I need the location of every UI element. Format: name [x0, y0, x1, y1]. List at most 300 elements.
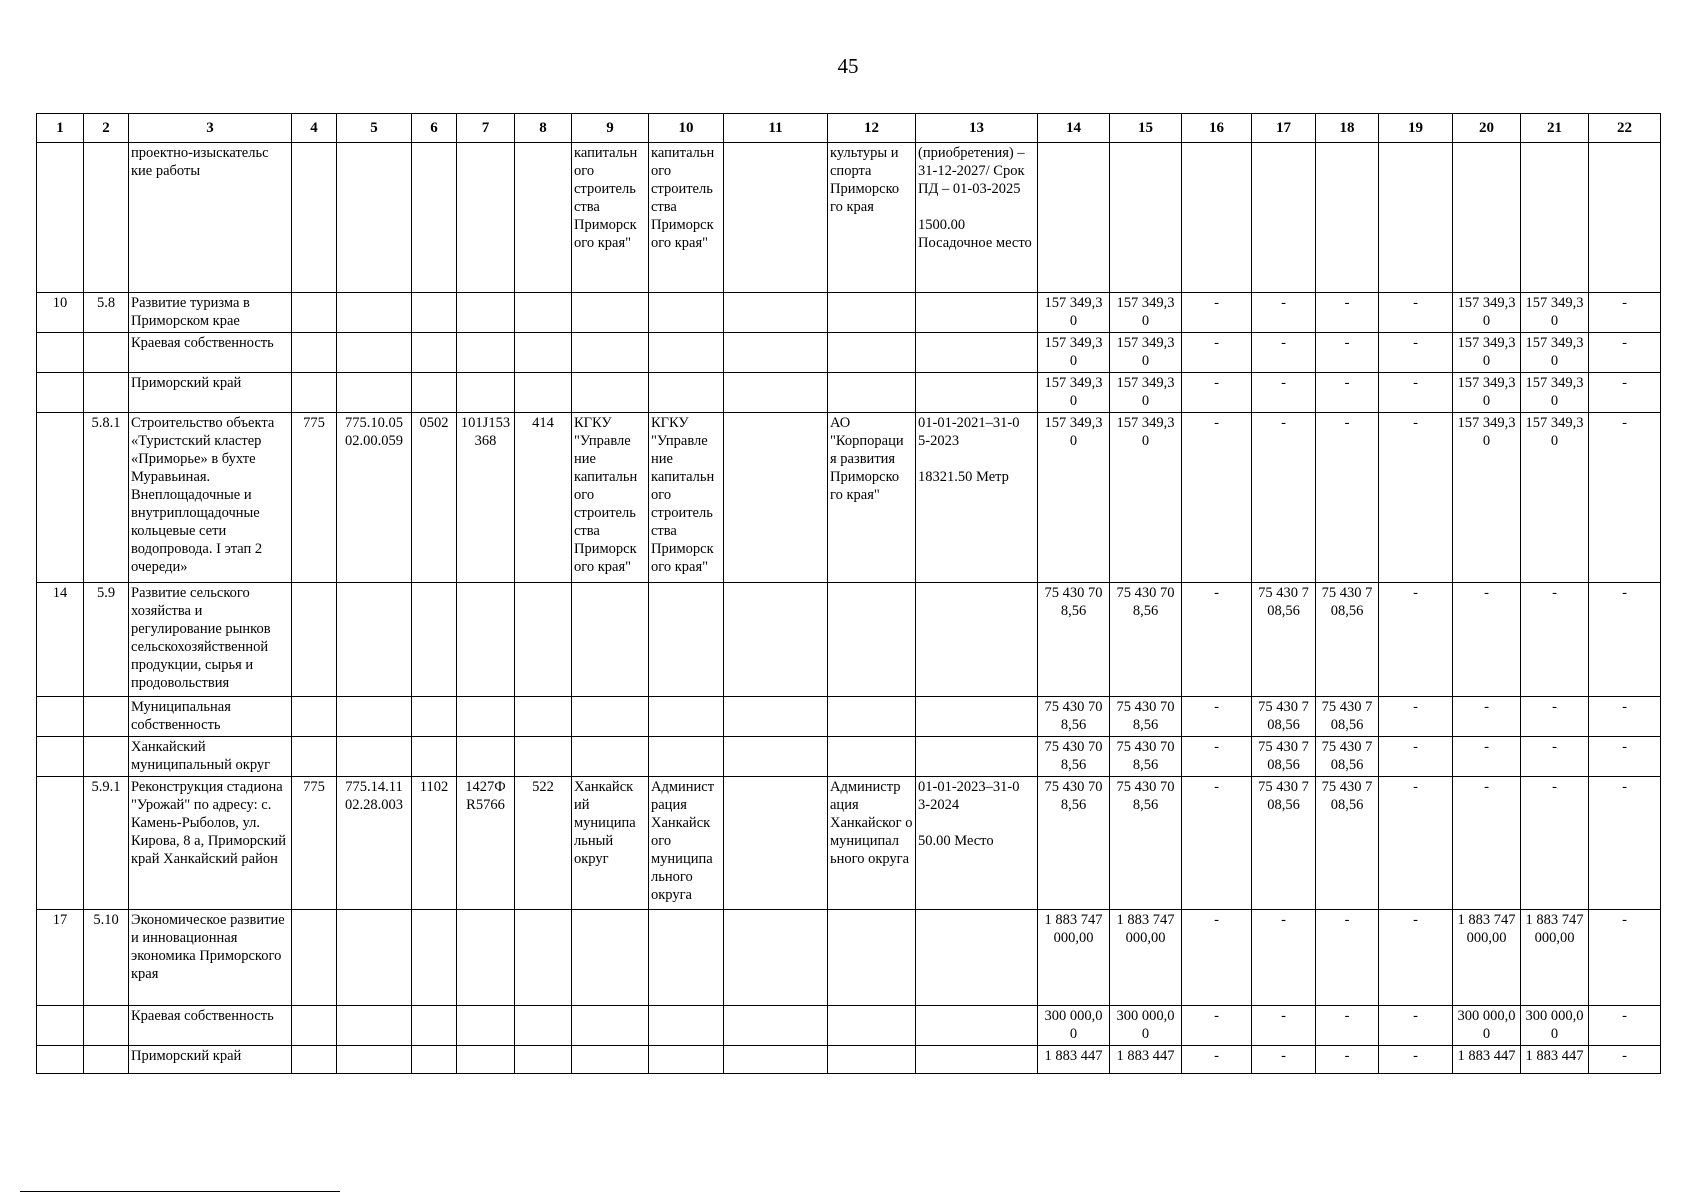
table-row	[37, 413, 1661, 583]
column-header: 15	[1110, 114, 1182, 143]
table-cell: Администр ация Ханкайског о муниципал ьного округа	[828, 777, 916, 910]
table-cell	[1110, 143, 1182, 293]
table-cell	[337, 143, 412, 293]
table-cell	[916, 1046, 1038, 1074]
table-cell	[649, 333, 724, 373]
table-cell	[515, 583, 572, 697]
table-row	[37, 333, 1661, 373]
table-cell	[572, 737, 649, 777]
table-cell: 157 349,3 0	[1521, 333, 1589, 373]
table-cell: -	[1589, 697, 1661, 737]
table-cell: -	[1379, 1006, 1453, 1046]
table-cell	[457, 373, 515, 413]
table-cell	[412, 697, 457, 737]
table-cell: капитальн ого строитель ства Приморск ого края"	[572, 143, 649, 293]
table-cell	[84, 1046, 129, 1074]
table-cell	[828, 1046, 916, 1074]
table-cell	[1252, 143, 1316, 293]
table-cell	[649, 1046, 724, 1074]
table-cell	[724, 143, 828, 293]
table-cell	[649, 1006, 724, 1046]
table-cell: 522	[515, 777, 572, 910]
column-header: 20	[1453, 114, 1521, 143]
table-cell	[515, 333, 572, 373]
table-cell: Приморский край	[129, 1046, 292, 1074]
table-cell: 5.8	[84, 293, 129, 333]
table-cell: 1 883 747 000,00	[1110, 910, 1182, 1006]
table-cell: -	[1182, 583, 1252, 697]
table-cell: 300 000,0 0	[1521, 1006, 1589, 1046]
table-cell: 157 349,3 0	[1038, 373, 1110, 413]
table-row	[37, 293, 1661, 333]
page-number: 45	[837, 54, 859, 78]
column-header: 5	[337, 114, 412, 143]
table-cell	[337, 373, 412, 413]
table-cell: 75 430 7 08,56	[1316, 697, 1379, 737]
table-cell: -	[1379, 413, 1453, 583]
table-cell	[84, 697, 129, 737]
table-cell	[649, 737, 724, 777]
table-cell	[916, 697, 1038, 737]
table-cell	[412, 293, 457, 333]
table-cell: 157 349,3 0	[1521, 413, 1589, 583]
table-row	[37, 1006, 1661, 1046]
table-cell: 75 430 70 8,56	[1038, 737, 1110, 777]
table-cell	[457, 333, 515, 373]
table-cell: 157 349,3 0	[1521, 373, 1589, 413]
table-cell: 157 349,3 0	[1453, 333, 1521, 373]
table-header-row	[37, 114, 1661, 143]
column-header: 1	[37, 114, 84, 143]
table-cell	[515, 737, 572, 777]
table-cell: -	[1453, 737, 1521, 777]
table-cell	[412, 583, 457, 697]
table-cell: 1102	[412, 777, 457, 910]
table-cell: 157 349,3 0	[1110, 293, 1182, 333]
footnote-divider	[20, 1191, 340, 1192]
table-cell	[337, 1006, 412, 1046]
table-cell	[292, 1006, 337, 1046]
table-cell: -	[1589, 333, 1661, 373]
table-cell	[1182, 143, 1252, 293]
table-cell: 75 430 7 08,56	[1252, 697, 1316, 737]
table-cell	[292, 293, 337, 333]
table-cell	[916, 293, 1038, 333]
table-cell	[1316, 143, 1379, 293]
table-cell	[828, 737, 916, 777]
table-cell	[292, 737, 337, 777]
table-cell	[337, 910, 412, 1006]
table-cell	[84, 1006, 129, 1046]
table-cell	[828, 697, 916, 737]
column-header: 16	[1182, 114, 1252, 143]
table-cell	[457, 143, 515, 293]
table-cell: 1 883 447	[1521, 1046, 1589, 1074]
table-cell: -	[1521, 697, 1589, 737]
table-cell: -	[1379, 333, 1453, 373]
table-cell: Ханкайск ий муниципа льный округ	[572, 777, 649, 910]
table-cell: -	[1589, 583, 1661, 697]
column-header: 19	[1379, 114, 1453, 143]
table-cell: -	[1316, 910, 1379, 1006]
table-cell	[412, 737, 457, 777]
table-cell	[724, 583, 828, 697]
table-cell: -	[1252, 373, 1316, 413]
column-header: 12	[828, 114, 916, 143]
table-cell: -	[1589, 1046, 1661, 1074]
table-cell: -	[1182, 910, 1252, 1006]
table-cell	[828, 373, 916, 413]
table-row	[37, 583, 1661, 697]
table-row	[37, 697, 1661, 737]
table-cell	[916, 737, 1038, 777]
table-cell	[515, 143, 572, 293]
table-cell: 5.9	[84, 583, 129, 697]
table-cell	[916, 583, 1038, 697]
table-cell: -	[1182, 697, 1252, 737]
table-cell: 0502	[412, 413, 457, 583]
table-cell	[916, 333, 1038, 373]
column-header: 17	[1252, 114, 1316, 143]
table-cell	[515, 910, 572, 1006]
table-cell: -	[1589, 293, 1661, 333]
table-cell	[337, 333, 412, 373]
table-cell: 1 883 747 000,00	[1453, 910, 1521, 1006]
table-cell	[724, 737, 828, 777]
table-cell	[412, 333, 457, 373]
budget-table	[36, 113, 1661, 1074]
table-cell: -	[1182, 413, 1252, 583]
table-cell: -	[1379, 1046, 1453, 1074]
table-cell	[649, 697, 724, 737]
table-cell	[572, 910, 649, 1006]
table-cell	[37, 1006, 84, 1046]
table-cell	[457, 1046, 515, 1074]
table-cell	[412, 373, 457, 413]
table-cell	[572, 333, 649, 373]
table-cell: -	[1252, 1046, 1316, 1074]
table-cell: -	[1379, 910, 1453, 1006]
table-cell	[84, 143, 129, 293]
table-cell	[515, 293, 572, 333]
table-cell: -	[1379, 293, 1453, 333]
column-header: 21	[1521, 114, 1589, 143]
table-cell	[916, 1006, 1038, 1046]
table-cell: -	[1521, 583, 1589, 697]
table-cell: Муниципальная собственность	[129, 697, 292, 737]
table-cell	[724, 697, 828, 737]
table-cell	[828, 583, 916, 697]
table-cell: 01-01-2021–31-0 5-2023 18321.50 Метр	[916, 413, 1038, 583]
table-cell: -	[1316, 1046, 1379, 1074]
table-cell: 75 430 70 8,56	[1110, 697, 1182, 737]
table-cell	[828, 910, 916, 1006]
table-cell	[457, 697, 515, 737]
table-cell	[457, 1006, 515, 1046]
table-cell	[572, 1046, 649, 1074]
table-cell: -	[1453, 583, 1521, 697]
table-cell	[292, 1046, 337, 1074]
table-cell: -	[1252, 293, 1316, 333]
column-header: 2	[84, 114, 129, 143]
column-header: 13	[916, 114, 1038, 143]
table-cell: КГКУ "Управле ние капитальн ого строитель ства Приморск ого края"	[649, 413, 724, 583]
table-cell	[412, 910, 457, 1006]
table-cell	[724, 333, 828, 373]
table-cell	[337, 583, 412, 697]
table-cell: 75 430 70 8,56	[1110, 737, 1182, 777]
table-cell	[337, 697, 412, 737]
table-cell	[649, 583, 724, 697]
table-cell: Админист рация Ханкайск ого муниципа льного округа	[649, 777, 724, 910]
table-cell: 775.10.05 02.00.059	[337, 413, 412, 583]
table-cell: 75 430 70 8,56	[1038, 697, 1110, 737]
table-cell: Экономическое развитие и инновационная экономика Приморского края	[129, 910, 292, 1006]
table-cell: 157 349,3 0	[1038, 293, 1110, 333]
table-row	[37, 373, 1661, 413]
table-cell	[412, 1046, 457, 1074]
table-cell: 75 430 70 8,56	[1110, 583, 1182, 697]
table-cell	[457, 737, 515, 777]
table-cell: культуры и спорта Приморско го края	[828, 143, 916, 293]
table-cell: -	[1379, 583, 1453, 697]
table-cell	[515, 1046, 572, 1074]
table-cell: 1 883 447	[1453, 1046, 1521, 1074]
table-row	[37, 1046, 1661, 1074]
table-cell	[649, 373, 724, 413]
table-cell: -	[1453, 777, 1521, 910]
column-header: 6	[412, 114, 457, 143]
table-cell: -	[1521, 737, 1589, 777]
table-cell	[292, 373, 337, 413]
table-cell	[828, 333, 916, 373]
table-cell: 5.9.1	[84, 777, 129, 910]
table-cell: 14	[37, 583, 84, 697]
table-cell: 5.10	[84, 910, 129, 1006]
table-cell	[37, 143, 84, 293]
table-cell	[724, 910, 828, 1006]
table-cell: 101J153 368	[457, 413, 515, 583]
table-cell: -	[1316, 413, 1379, 583]
table-cell	[515, 1006, 572, 1046]
table-cell: -	[1316, 333, 1379, 373]
table-cell	[572, 583, 649, 697]
table-cell: -	[1182, 333, 1252, 373]
table-cell	[457, 910, 515, 1006]
table-cell	[724, 1046, 828, 1074]
table-cell: 157 349,3 0	[1038, 333, 1110, 373]
table-cell: 775	[292, 777, 337, 910]
table-cell: 157 349,3 0	[1453, 373, 1521, 413]
table-cell	[572, 373, 649, 413]
table-cell: 775.14.11 02.28.003	[337, 777, 412, 910]
table-cell: 1 883 447	[1038, 1046, 1110, 1074]
table-cell: -	[1316, 1006, 1379, 1046]
table-cell: АО "Корпораци я развития Приморско го края"	[828, 413, 916, 583]
table-cell	[337, 1046, 412, 1074]
table-cell	[724, 293, 828, 333]
table-cell: Приморский край	[129, 373, 292, 413]
table-cell: проектно-изыскательс кие работы	[129, 143, 292, 293]
table-cell	[916, 910, 1038, 1006]
table-cell	[37, 737, 84, 777]
table-cell: -	[1521, 777, 1589, 910]
table-cell: -	[1379, 777, 1453, 910]
table-cell	[515, 373, 572, 413]
table-cell: 157 349,3 0	[1110, 373, 1182, 413]
table-cell	[84, 373, 129, 413]
table-cell	[828, 293, 916, 333]
table-cell	[37, 1046, 84, 1074]
table-cell	[37, 333, 84, 373]
table-cell: 1 883 747 000,00	[1521, 910, 1589, 1006]
table-cell: 5.8.1	[84, 413, 129, 583]
column-header: 3	[129, 114, 292, 143]
table-cell: -	[1316, 293, 1379, 333]
table-cell: 75 430 7 08,56	[1316, 583, 1379, 697]
table-cell: Развитие туризма в Приморском крае	[129, 293, 292, 333]
table-cell	[828, 1006, 916, 1046]
table-cell	[37, 413, 84, 583]
table-cell	[292, 697, 337, 737]
table-cell	[84, 333, 129, 373]
column-header: 9	[572, 114, 649, 143]
table-cell: -	[1182, 1006, 1252, 1046]
table-cell: 775	[292, 413, 337, 583]
table-cell: Строительство объекта «Туристский кластер «Приморье» в бухте Муравьиная. Внеплощадочные и внутриплощадочные кольцевые сети водопровода. I этап 2 очереди»	[129, 413, 292, 583]
table-cell	[412, 143, 457, 293]
table-cell	[84, 737, 129, 777]
table-cell	[37, 777, 84, 910]
table-cell: 157 349,3 0	[1453, 293, 1521, 333]
table-row	[37, 777, 1661, 910]
table-cell: 75 430 70 8,56	[1038, 777, 1110, 910]
table-cell: -	[1453, 697, 1521, 737]
table-cell	[649, 910, 724, 1006]
table-cell: 414	[515, 413, 572, 583]
table-cell: -	[1589, 777, 1661, 910]
table-cell: 75 430 7 08,56	[1252, 777, 1316, 910]
table-cell: -	[1182, 373, 1252, 413]
table-cell: -	[1252, 910, 1316, 1006]
table-cell	[292, 910, 337, 1006]
table-row	[37, 737, 1661, 777]
table-cell	[1589, 143, 1661, 293]
table-cell	[337, 737, 412, 777]
table-cell	[292, 333, 337, 373]
table-cell: капитальн ого строитель ства Приморск ого края"	[649, 143, 724, 293]
table-cell: Развитие сельского хозяйства и регулирование рынков сельскохозяйственной продукции, сырья и продовольствия	[129, 583, 292, 697]
table-cell: 75 430 70 8,56	[1038, 583, 1110, 697]
table-cell: -	[1182, 293, 1252, 333]
table-cell	[724, 1006, 828, 1046]
table-cell: 75 430 7 08,56	[1316, 777, 1379, 910]
table-cell	[292, 143, 337, 293]
table-cell: 300 000,0 0	[1110, 1006, 1182, 1046]
table-cell: 157 349,3 0	[1038, 413, 1110, 583]
table-cell: -	[1252, 1006, 1316, 1046]
table-cell	[412, 1006, 457, 1046]
table-cell	[572, 1006, 649, 1046]
table-cell	[457, 293, 515, 333]
table-cell	[724, 413, 828, 583]
table-cell	[337, 293, 412, 333]
table-cell: 75 430 7 08,56	[1252, 583, 1316, 697]
column-header: 7	[457, 114, 515, 143]
table-cell: -	[1379, 373, 1453, 413]
table-cell	[1521, 143, 1589, 293]
table-cell: -	[1589, 373, 1661, 413]
table-cell: 157 349,3 0	[1453, 413, 1521, 583]
table-cell: -	[1379, 737, 1453, 777]
table-cell	[1038, 143, 1110, 293]
table-cell: Ханкайский муниципальный округ	[129, 737, 292, 777]
table-cell	[37, 697, 84, 737]
column-header: 10	[649, 114, 724, 143]
table-cell: 300 000,0 0	[1453, 1006, 1521, 1046]
column-header: 8	[515, 114, 572, 143]
table-cell	[572, 293, 649, 333]
table-cell: 300 000,0 0	[1038, 1006, 1110, 1046]
table-cell: 1 883 447	[1110, 1046, 1182, 1074]
table-cell: 75 430 7 08,56	[1252, 737, 1316, 777]
table-cell	[457, 583, 515, 697]
table-cell: 157 349,3 0	[1110, 333, 1182, 373]
table-row	[37, 910, 1661, 1006]
table-cell: 10	[37, 293, 84, 333]
table-cell: -	[1252, 413, 1316, 583]
table-cell: -	[1252, 333, 1316, 373]
table-cell	[515, 697, 572, 737]
table-cell: КГКУ "Управле ние капитальн ого строитель ства Приморск ого края"	[572, 413, 649, 583]
table-cell	[37, 373, 84, 413]
table-cell: 75 430 70 8,56	[1110, 777, 1182, 910]
table-cell: 157 349,3 0	[1110, 413, 1182, 583]
table-cell: -	[1589, 737, 1661, 777]
table-cell: -	[1589, 1006, 1661, 1046]
column-header: 22	[1589, 114, 1661, 143]
table-cell: -	[1589, 910, 1661, 1006]
table-cell: -	[1182, 777, 1252, 910]
table-cell: 1427Ф R5766	[457, 777, 515, 910]
table-cell: -	[1316, 373, 1379, 413]
column-header: 18	[1316, 114, 1379, 143]
table-cell	[1379, 143, 1453, 293]
table-cell: (приобретения) – 31-12-2027/ Срок ПД – 01-03-2025 1500.00 Посадочное место	[916, 143, 1038, 293]
table-row	[37, 143, 1661, 293]
table-cell: 1 883 747 000,00	[1038, 910, 1110, 1006]
table-cell	[649, 293, 724, 333]
table-cell: 17	[37, 910, 84, 1006]
table-cell: -	[1182, 1046, 1252, 1074]
table-cell: -	[1379, 697, 1453, 737]
table-cell: 75 430 7 08,56	[1316, 737, 1379, 777]
table-cell: -	[1589, 413, 1661, 583]
table-cell	[1453, 143, 1521, 293]
column-header: 14	[1038, 114, 1110, 143]
table-cell: 157 349,3 0	[1521, 293, 1589, 333]
table-cell	[572, 697, 649, 737]
table-cell: -	[1182, 737, 1252, 777]
table-cell	[724, 777, 828, 910]
table-cell: Краевая собственность	[129, 333, 292, 373]
table-cell	[724, 373, 828, 413]
column-header: 11	[724, 114, 828, 143]
table-cell: Краевая собственность	[129, 1006, 292, 1046]
table-cell	[916, 373, 1038, 413]
table-cell: Реконструкция стадиона "Урожай" по адресу: с. Камень-Рыболов, ул. Кирова, 8 а, Приморский край Ханкайский район	[129, 777, 292, 910]
table-cell: 01-01-2023–31-0 3-2024 50.00 Место	[916, 777, 1038, 910]
